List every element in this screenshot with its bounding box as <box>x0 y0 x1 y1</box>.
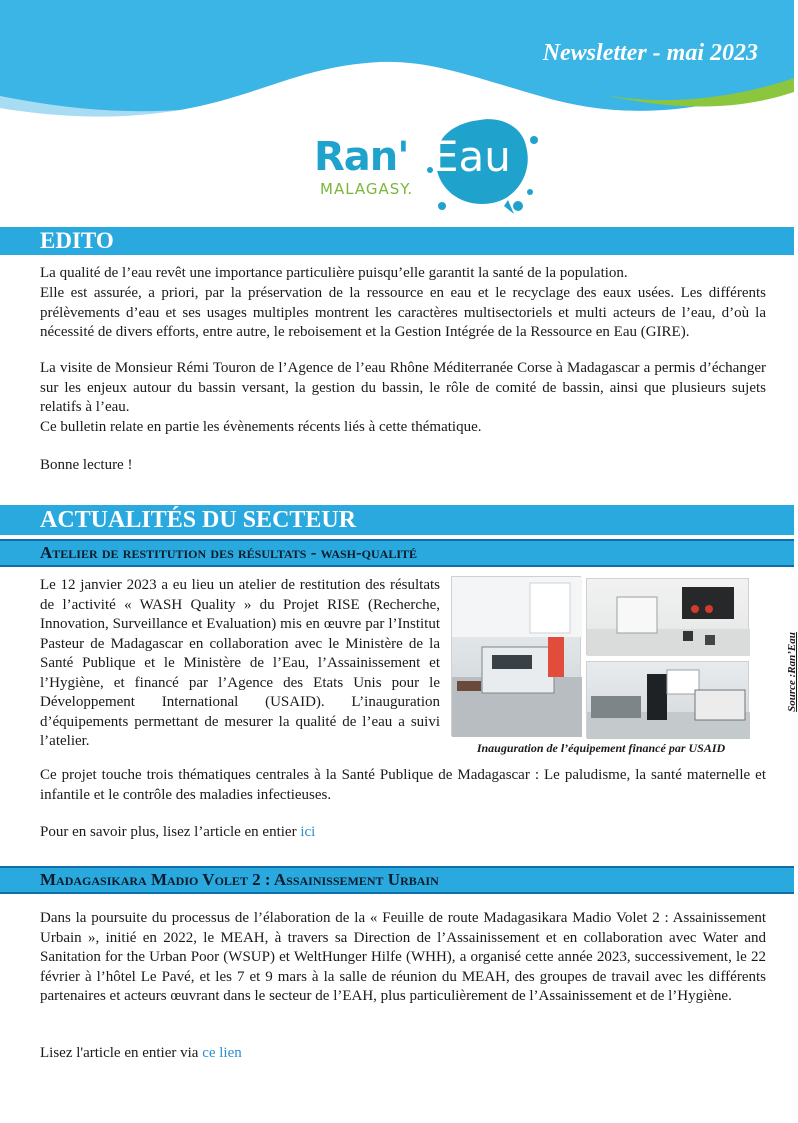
newsletter-title: Newsletter - mai 2023 <box>542 40 758 66</box>
lab-photo-illustration <box>452 577 582 737</box>
logo-eau-text: Eau <box>432 132 511 181</box>
article-title: Atelier de restitution des résultats - wash-qualité <box>40 543 417 562</box>
edito-paragraph: La qualité de l’eau revêt une importance particulière puisqu’elle garantit la santé de la population. <box>40 265 628 281</box>
incubator-photo <box>586 661 749 738</box>
article-body: Ce projet touche trois thématiques centrales à la Santé Publique de Madagascar : Le paludisme, la santé maternelle et infantile et le contrôle des maladies infectieuses. <box>40 767 766 803</box>
logo-ran-text: Ran' <box>314 134 409 180</box>
article-title: Madagasikara Madio Volet 2 : Assainissement Urbain <box>40 870 439 889</box>
lab-equipment-photo <box>451 576 581 736</box>
edito-paragraph: Ce bulletin relate en partie les évènements récents liés à cette thématique. <box>40 419 482 435</box>
article-link-ici[interactable]: ici <box>300 824 316 840</box>
article-link-ce-lien[interactable]: ce lien <box>202 1045 242 1061</box>
article-more-text: Pour en savoir plus, lisez l’article en entier <box>40 824 301 840</box>
edito-paragraph: La visite de Monsieur Rémi Touron de l’Agence de l’eau Rhône Méditerranée Corse à Madagascar a permis d’échanger sur les enjeux autour du bassin versant, la gestion du bassin, le rôle de comité de bassin, ainsi que plusieurs sujets relatifs à l’eau. <box>40 360 766 415</box>
edito-section-bar <box>0 227 794 255</box>
article-more <box>40 823 766 843</box>
article-body: Le 12 janvier 2023 a eu lieu un atelier de restitution des résultats de l’activité « WASH Quality » du Projet RISE (Recherche, Innovation, Surveillance et Evaluation) mis en œuvre par l’Institut Pasteur de Madagascar en collaboration avec le Ministère de la Santé Publique et le Ministère de l’Eau, l’Assainissement et l’Hygiène, et financé par l’Agence des Etats Unis pour le Développement International (USAID). L’inauguration d’équipements permettant de mesurer la qualité de l’eau a suivi l’atelier. <box>40 577 440 749</box>
article-title-bar <box>0 866 794 894</box>
edito-paragraph: Bonne lecture ! <box>40 457 133 473</box>
case-photo-illustration <box>587 579 750 656</box>
article-body: Dans la poursuite du processus de l’élaboration de la « Feuille de route Madagasikara Madio Volet 2 : Assainissement Urbain », initié en 2022, le MEAH, à travers sa Direction de l’Assainissement et en collaboration avec Water and Sanitation for the Urban Poor (WSUP) et WeltHunger Hilfe (WHH), a organisé cette année 2023, successivement, le 22 février à l’hôtel Le Pavé, et les 7 et 9 mars à la salle de réunion du MEAH, des groupes de travail avec les différents partenaires et acteurs œuvrant dans le secteur de l’EAH, plus particulièrement de l’Assainissement et de l’Hygiène. <box>40 910 766 1004</box>
incubator-photo-illustration <box>587 662 750 739</box>
article-more <box>40 1044 766 1064</box>
photo-caption: Inauguration de l’équipement financé par USAID <box>476 741 726 755</box>
edito-heading: EDITO <box>40 228 114 253</box>
edito-paragraph: Elle est assurée, a priori, par la préservation de la ressource en eau et le recyclage des eaux usées. Les différents prélèvements d’eau et ses usages multiples montrent les caractères multisectoriels et multi acteurs de l’eau, d’où la nécessité de divers efforts, entre autre, le reboisement et la Gestion Intégrée de la Ressource en Eau (GIRE). <box>40 285 766 340</box>
photo-source: Source :Ran’Eau <box>786 632 798 712</box>
logo-malagasy-text: MALAGASY. <box>320 180 414 198</box>
equipment-case-photo <box>586 578 749 655</box>
raneau-logo <box>310 110 535 220</box>
article-title-bar <box>0 539 794 567</box>
actualites-heading: ACTUALITÉS DU SECTEUR <box>40 507 357 533</box>
article-more-text: Lisez l'article en entier via <box>40 1045 203 1061</box>
actualites-section-bar <box>0 505 794 535</box>
